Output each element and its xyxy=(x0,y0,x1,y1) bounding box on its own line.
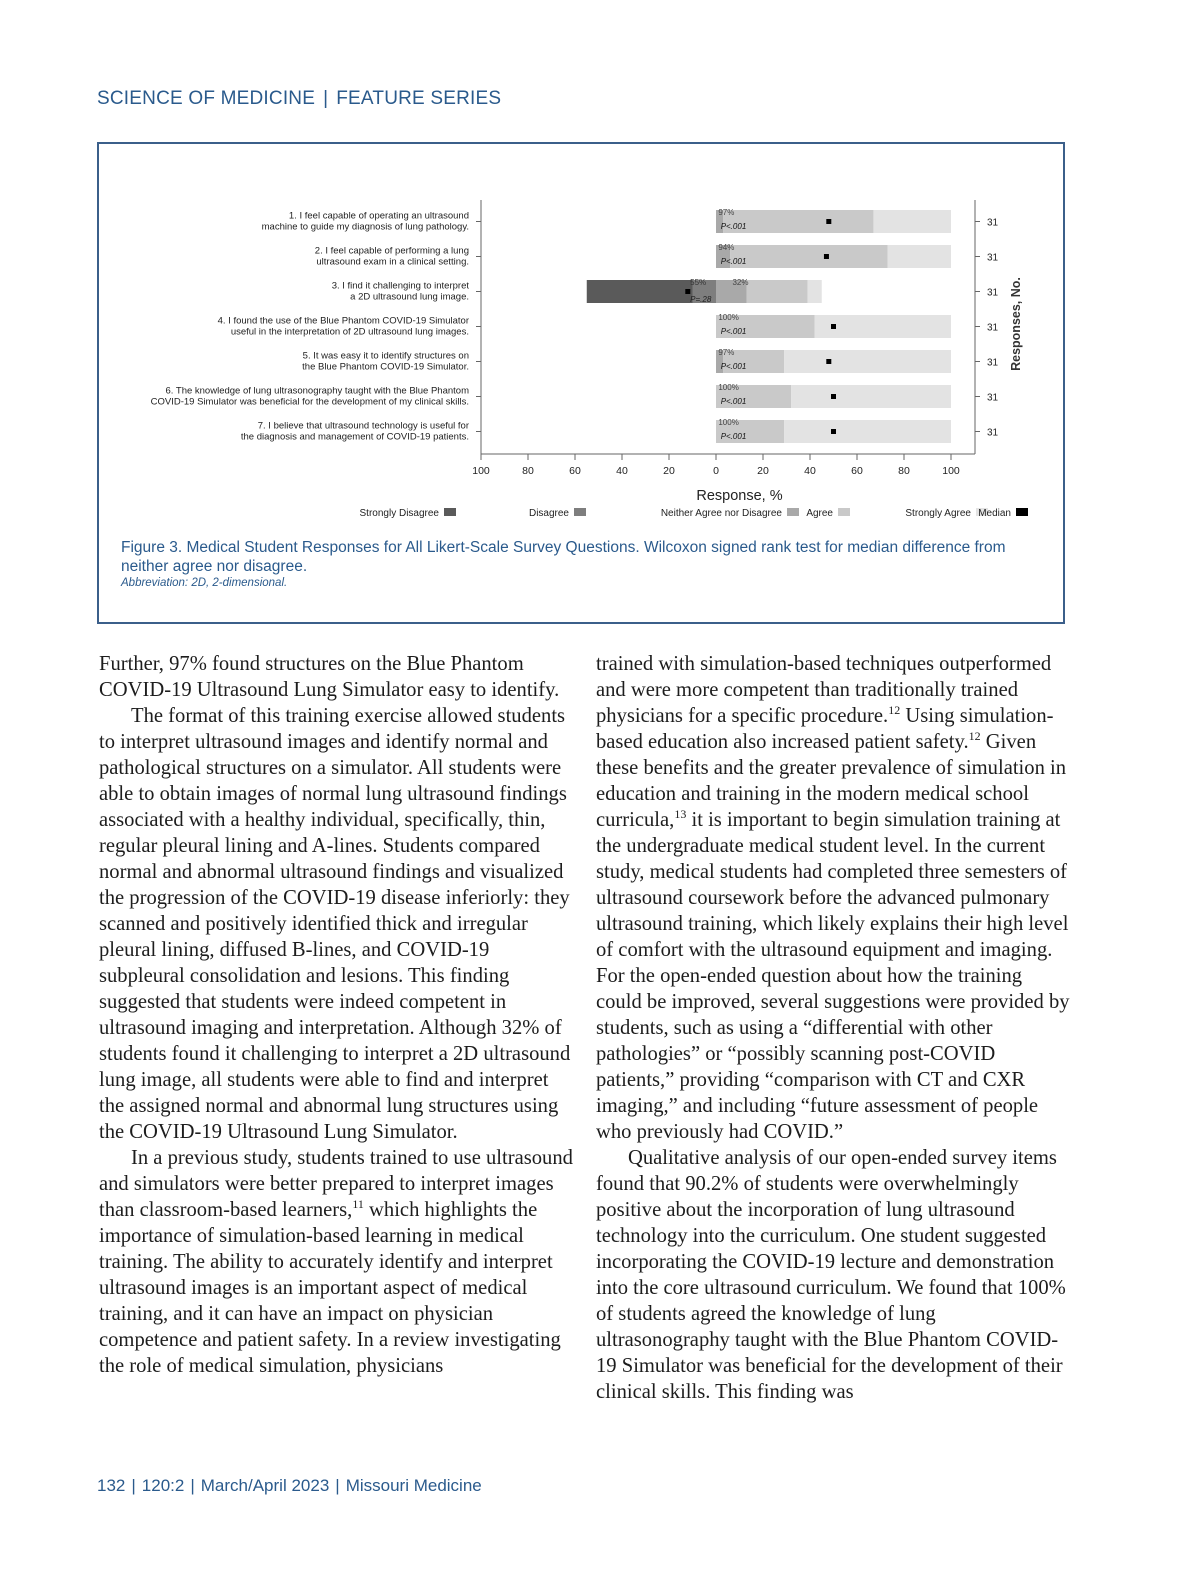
item-label: 7. I believe that ultrasound technology is useful for xyxy=(257,420,469,432)
p-value-label: P=.28 xyxy=(690,295,712,304)
item-label: the diagnosis and management of COVID-19 patients. xyxy=(240,431,469,443)
item-label: 2. I feel capable of performing a lung xyxy=(314,245,469,257)
legend-label: Neither Agree nor Disagree xyxy=(660,508,782,519)
likert-chart xyxy=(99,144,1063,534)
figure-3 xyxy=(97,142,1065,624)
bar-strongly-agree xyxy=(888,245,951,268)
legend-swatch xyxy=(574,508,586,516)
citation-ref[interactable]: 13 xyxy=(674,807,687,821)
item-label: 5. It was easy it to identify structures on xyxy=(302,350,469,362)
x-tick-label: 20 xyxy=(757,465,769,477)
response-count: 31 xyxy=(987,217,999,229)
caption-text: Figure 3. Medical Student Responses for All Likert-Scale Survey Questions. Wilcoxon signed rank test for median difference from neither agree nor disagree. xyxy=(121,539,1006,575)
x-tick-label: 0 xyxy=(713,465,719,477)
y-axis-right-title: Responses, No. xyxy=(1009,277,1023,371)
volume: 120:2 xyxy=(141,1476,185,1495)
median-marker xyxy=(826,219,831,224)
legend-swatch xyxy=(1016,508,1028,516)
agree-percent-label: 32% xyxy=(732,278,749,287)
bar-strongly-agree xyxy=(873,210,951,233)
left-column xyxy=(99,651,574,1379)
item-label: the Blue Phantom COVID-19 Simulator. xyxy=(302,361,469,373)
running-header: SCIENCE OF MEDICINE | FEATURE SERIES xyxy=(97,88,502,109)
response-count: 31 xyxy=(987,287,999,299)
agree-percent-label: 100% xyxy=(718,383,739,392)
figure-caption xyxy=(121,538,1051,590)
median-marker xyxy=(826,359,831,364)
x-tick-label: 40 xyxy=(804,465,816,477)
p-value-label: P<.001 xyxy=(720,327,747,336)
item-label: ultrasound exam in a clinical setting. xyxy=(316,256,469,268)
item-label: 4. I found the use of the Blue Phantom COVID-19 Simulator xyxy=(217,315,469,327)
item-label: 3. I find it challenging to interpret xyxy=(331,280,469,292)
item-label: a 2D ultrasound lung image. xyxy=(350,291,469,303)
legend-label: Median xyxy=(978,508,1011,519)
agree-percent-label: 100% xyxy=(718,418,739,427)
item-label: COVID-19 Simulator was beneficial for the development of my clinical skills. xyxy=(150,396,469,408)
x-tick-label: 100 xyxy=(472,465,490,477)
paragraph: The format of this training exercise allowed students to interpret ultrasound images and identify normal and pathological structures on a simulator. All students were able to obtain images of normal lung ultrasound findings associated with a healthy individual, specifically, thin, regular pleural lining and A-lines. Students compared normal and abnormal ultrasound findings and visualized the progression of the COVID-19 disease inferiorly: they scanned and positively identified thick and irregular pleural lining, diffused B-lines, and COVID-19 subpleural consolidation and lesions. This finding suggested that students were indeed competent in ultrasound imaging and interpretation. Although 32% of students found it challenging to interpret a 2D ultrasound lung image, all students were able to find and interpret the assigned normal and abnormal lung structures using the COVID-19 Ultrasound Lung Simulator. xyxy=(99,705,571,1143)
median-marker xyxy=(831,394,836,399)
response-count: 31 xyxy=(987,392,999,404)
caption-abbreviation: Abbreviation: 2D, 2-dimensional. xyxy=(121,577,288,589)
citation-ref[interactable]: 12 xyxy=(888,703,901,717)
x-tick-label: 20 xyxy=(663,465,675,477)
item-label: 6. The knowledge of lung ultrasonography taught with the Blue Phantom xyxy=(165,385,469,397)
p-value-label: P<.001 xyxy=(720,432,747,441)
bar-agree xyxy=(730,245,887,268)
x-tick-label: 80 xyxy=(522,465,534,477)
p-value-label: P<.001 xyxy=(720,257,747,266)
citation-ref[interactable]: 12 xyxy=(968,729,981,743)
bar-strongly-agree xyxy=(784,420,951,443)
journal-name: Missouri Medicine xyxy=(345,1476,482,1495)
paragraph: Further, 97% found structures on the Blue Phantom COVID-19 Ultrasound Lung Simulator easy to identify. xyxy=(99,653,560,701)
response-count: 31 xyxy=(987,322,999,334)
p-value-label: P<.001 xyxy=(720,362,747,371)
agree-percent-label: 97% xyxy=(718,208,735,217)
legend-swatch xyxy=(838,508,850,516)
median-marker xyxy=(685,289,690,294)
median-marker xyxy=(831,429,836,434)
bar-strongly-agree xyxy=(808,280,822,303)
x-tick-label: 80 xyxy=(898,465,910,477)
issue-date: March/April 2023 xyxy=(200,1476,330,1495)
x-tick-label: 40 xyxy=(616,465,628,477)
legend-label: Agree xyxy=(806,508,833,519)
page-footer: 132 | 120:2 | March/April 2023 | Missouri Medicine xyxy=(97,1476,482,1495)
disagree-percent-label: 55% xyxy=(690,278,707,287)
x-axis-title: Response, % xyxy=(696,488,783,504)
p-value-label: P<.001 xyxy=(720,397,747,406)
paragraph: In a previous study, students trained to use ultrasound and simulators were better prepared to interpret images than classroom-based learners,$^{11}$ which highlights the importance of simulation-based learning in medical training. The ability to accurately identify and interpret ultrasound images is an important aspect of medical training, and it can have an impact on physician competence and patient safety. In a review investigating the role of medical simulation, physicians xyxy=(99,1147,573,1377)
response-count: 31 xyxy=(987,357,999,369)
legend-label: Strongly Agree xyxy=(905,508,971,519)
item-label: 1. I feel capable of operating an ultrasound xyxy=(288,210,469,222)
response-count: 31 xyxy=(987,252,999,264)
header-series: FEATURE SERIES xyxy=(336,88,502,109)
p-value-label: P<.001 xyxy=(720,222,747,231)
median-marker xyxy=(831,324,836,329)
legend-swatch xyxy=(787,508,799,516)
agree-percent-label: 100% xyxy=(718,313,739,322)
bar-strongly-disagree xyxy=(587,280,693,303)
bar-strongly-agree xyxy=(791,385,951,408)
paragraph: trained with simulation-based techniques outperformed and were more competent than traditionally trained physicians for a specific procedure.$^{12}$ Using simulation-based education also increased patient safety.$^{12}$ Given these benefits and the greater prevalence of simulation in education and training in the modern medical school curricula,$^{13}$ it is important to begin simulation training at the undergraduate medical student level. In the current study, medical students had completed three semesters of ultrasound coursework before the advanced pulmonary ultrasound training, which likely explains their high level of comfort with the ultrasound equipment and imaging. For the open-ended question about how the training could be improved, several suggestions were provided by students, such as using a “differential with other pathologies” or “possibly scanning post-COVID patients,” providing “comparison with CT and CXR imaging,” and including “future assessment of people who previously had COVID.” xyxy=(596,653,1070,1143)
x-tick-label: 100 xyxy=(942,465,960,477)
agree-percent-label: 97% xyxy=(718,348,735,357)
item-label: machine to guide my diagnosis of lung pathology. xyxy=(261,221,469,233)
bar-strongly-agree xyxy=(784,350,951,373)
x-tick-label: 60 xyxy=(851,465,863,477)
median-marker xyxy=(824,254,829,259)
page-number: 132 xyxy=(97,1476,126,1495)
bar-agree xyxy=(747,280,808,303)
header-section: SCIENCE OF MEDICINE xyxy=(97,88,316,109)
legend-label: Strongly Disagree xyxy=(359,508,439,519)
item-label: useful in the interpretation of 2D ultrasound lung images. xyxy=(230,326,469,338)
legend-swatch xyxy=(444,508,456,516)
paragraph: Qualitative analysis of our open-ended survey items found that 90.2% of students were overwhelmingly positive about the incorporation of lung ultrasound technology into the curriculum. One student suggested incorporating the COVID-19 lecture and demonstration into the core ultrasound curriculum. We found that 100% of students agreed the knowledge of lung ultrasonography taught with the Blue Phantom COVID-19 Simulator was beneficial for the development of their clinical skills. This finding was xyxy=(596,1147,1066,1403)
agree-percent-label: 94% xyxy=(718,243,735,252)
legend-label: Disagree xyxy=(528,508,569,519)
right-column xyxy=(596,651,1071,1405)
citation-ref[interactable]: 11 xyxy=(352,1197,364,1211)
response-count: 31 xyxy=(987,427,999,439)
x-tick-label: 60 xyxy=(569,465,581,477)
